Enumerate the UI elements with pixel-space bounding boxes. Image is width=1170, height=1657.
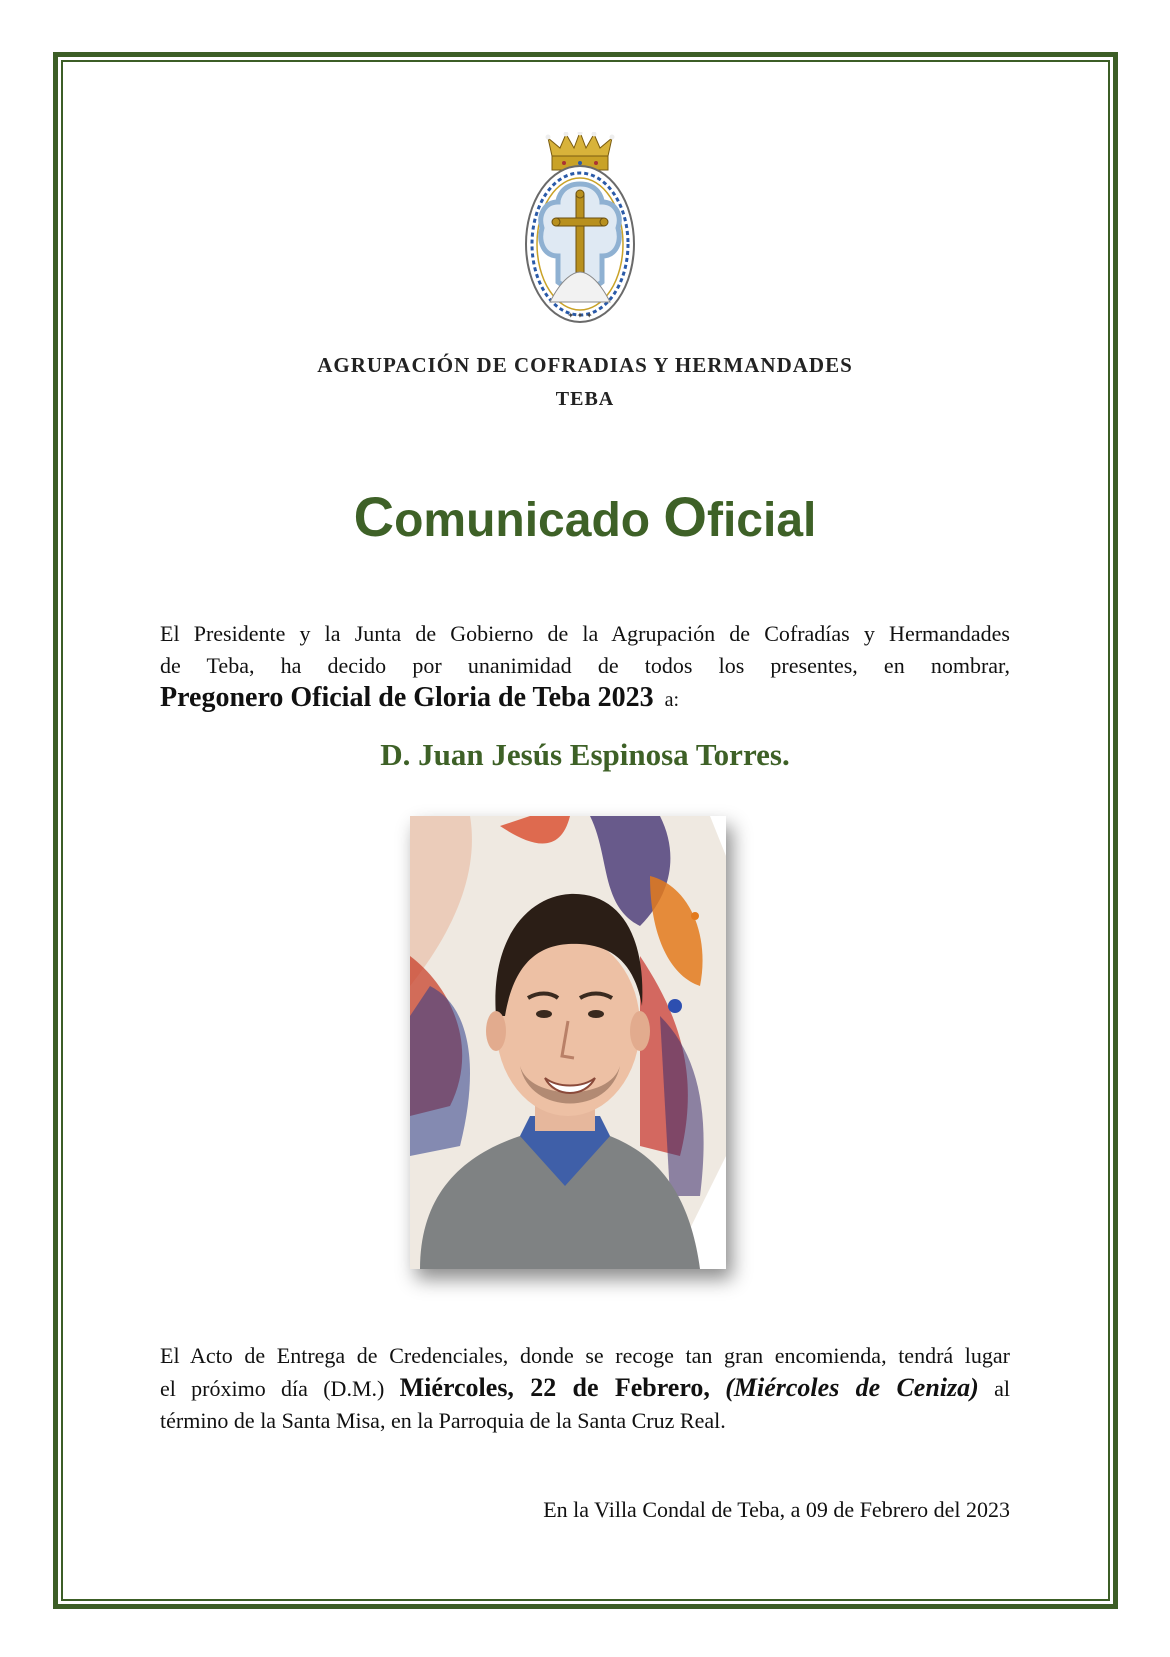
event-line-1: El Acto de Entrega de Credenciales, donde se recoge tan gran encomienda, tendrá lugar bbox=[160, 1343, 1010, 1368]
event-occasion: (Miércoles de Ceniza) bbox=[725, 1373, 979, 1402]
announcement-line-1: El Presidente y la Junta de Gobierno de la Agrupación de Cofradías y Hermandades bbox=[160, 621, 1010, 646]
title-part-1: omunicado bbox=[394, 494, 664, 547]
title-initial-c: C bbox=[353, 485, 395, 548]
announcement-line-3 bbox=[160, 682, 1010, 716]
pregonero-role: Pregonero Oficial de Gloria de Teba 2023 bbox=[160, 682, 654, 713]
event-line-2-start: el próximo día (D.M.) bbox=[160, 1376, 385, 1401]
organization-name: AGRUPACIÓN DE COFRADIAS Y HERMANDADES bbox=[317, 353, 853, 377]
event-line-3: término de la Santa Misa, en la Parroquia de la Santa Cruz Real. bbox=[160, 1408, 726, 1433]
announcement-to: a: bbox=[664, 689, 680, 711]
crown-icon bbox=[546, 132, 615, 170]
event-line-2-end: al bbox=[994, 1376, 1011, 1401]
event-paragraph bbox=[160, 1340, 1010, 1437]
title-part-2: ficial bbox=[706, 494, 817, 547]
event-line-2 bbox=[160, 1372, 1010, 1405]
appointee-photo bbox=[410, 816, 726, 1269]
svg-text:✦ ✦ ✦: ✦ ✦ ✦ bbox=[567, 311, 593, 320]
document-title bbox=[0, 484, 1170, 549]
title-initial-o: O bbox=[663, 485, 707, 548]
announcement-line-2: de Teba, ha decido por unanimidad de todos los presentes, en nombrar, bbox=[160, 653, 1010, 678]
dateline: En la Villa Condal de Teba, a 09 de Febrero del 2023 bbox=[543, 1497, 1010, 1522]
confraternity-crest-logo bbox=[522, 132, 638, 328]
event-date: Miércoles, 22 de Febrero, bbox=[399, 1373, 710, 1402]
appointee-name: D. Juan Jesús Espinosa Torres. bbox=[380, 737, 790, 772]
organization-town: TEBA bbox=[555, 388, 615, 410]
announcement-paragraph bbox=[160, 618, 1010, 716]
